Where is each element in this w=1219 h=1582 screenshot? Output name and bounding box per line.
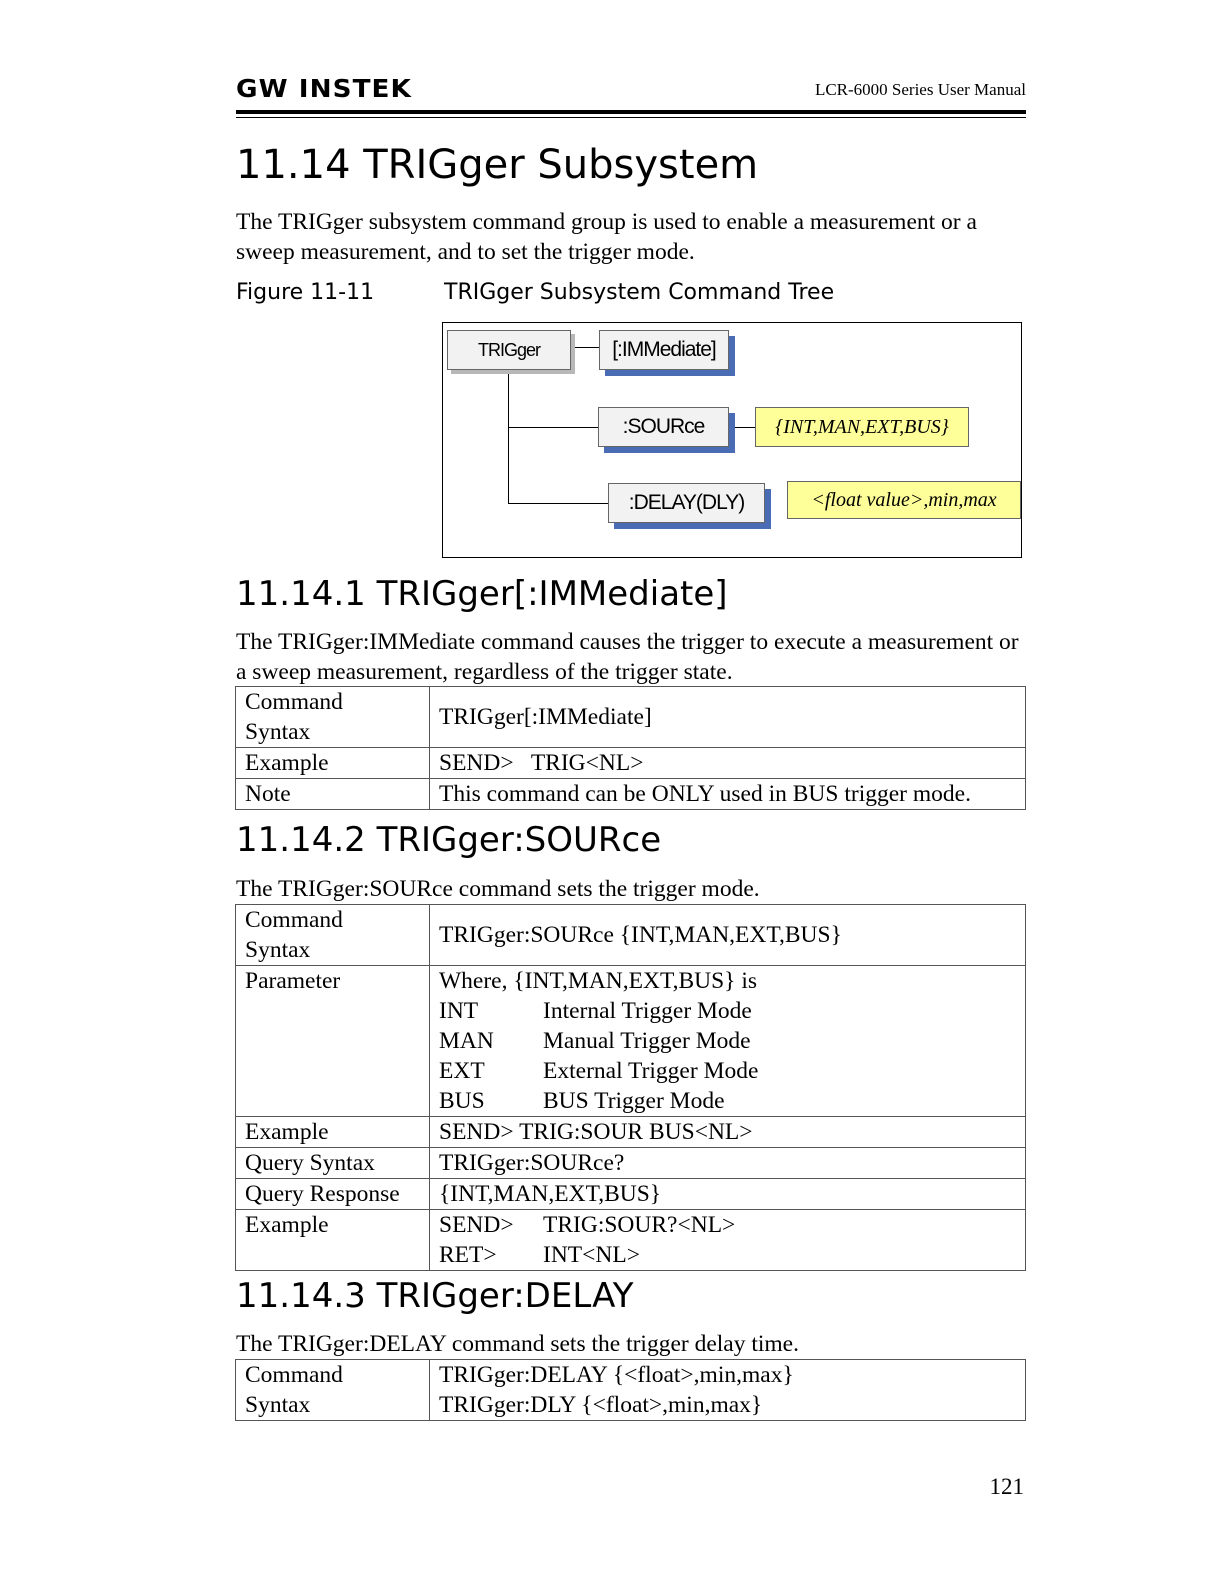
- page-header: [236, 72, 1026, 114]
- syntax-value: TRIGger[:IMMediate]: [430, 687, 1026, 748]
- table-row: [236, 1179, 1026, 1210]
- syntax-value: TRIGger:DELAY {<float>,min,max} TRIGger:DLY {<float>,min,max}: [430, 1360, 1026, 1421]
- connector-root-immediate: [571, 347, 599, 348]
- parameter-value: Where, {INT,MAN,EXT,BUS} is INT Internal Trigger Mode MAN Manual Trigger Mode EXT External Trigger Mode BUS BUS Trigger Mode: [430, 966, 1026, 1117]
- section-title: 11.14 TRIGger Subsystem: [236, 142, 759, 188]
- query-syntax-value: TRIGger:SOURce?: [430, 1148, 1026, 1179]
- immediate-command-table: [235, 686, 1026, 810]
- connector-source-param: [729, 427, 755, 428]
- table-row: [236, 966, 1026, 1117]
- section-intro: The TRIGger subsystem command group is used to enable a measurement or a sweep measurement, and to set the trigger mode.: [236, 209, 977, 265]
- connector-source: [508, 427, 598, 428]
- example-value: SEND> TRIG<NL>: [430, 748, 1026, 779]
- tree-param-delay: <float value>,min,max: [787, 481, 1021, 519]
- tree-node-delay: :DELAY(DLY): [608, 483, 765, 523]
- table-row: [236, 905, 1026, 966]
- note-value: This command can be ONLY used in BUS trigger mode.: [430, 779, 1026, 810]
- example-label: Example: [236, 1210, 430, 1271]
- table-row: [236, 779, 1026, 810]
- connector-trunk: [508, 371, 509, 503]
- example-value: SEND> TRIG:SOUR BUS<NL>: [430, 1117, 1026, 1148]
- subsection-title-delay: 11.14.3 TRIGger:DELAY: [236, 1276, 634, 1316]
- query-response-label: Query Response: [236, 1179, 430, 1210]
- connector-delay: [508, 503, 608, 504]
- example-value: SEND> TRIG:SOUR?<NL> RET> INT<NL>: [430, 1210, 1026, 1271]
- figure-title: TRIGger Subsystem Command Tree: [444, 280, 835, 305]
- query-response-value: {INT,MAN,EXT,BUS}: [430, 1179, 1026, 1210]
- table-row: [236, 687, 1026, 748]
- page-number: 121: [989, 1474, 1024, 1499]
- example-label: Example: [236, 748, 430, 779]
- brand-logo: GW INSTEK: [236, 74, 412, 103]
- source-description: The TRIGger:SOURce command sets the trigger mode.: [236, 876, 760, 902]
- table-row: [236, 1360, 1026, 1421]
- tree-node-immediate: [:IMMediate]: [599, 330, 729, 370]
- delay-description: The TRIGger:DELAY command sets the trigger delay time.: [236, 1331, 799, 1357]
- manual-title: LCR-6000 Series User Manual: [814, 80, 1026, 99]
- parameter-label: Parameter: [236, 966, 430, 1117]
- syntax-label: Command Syntax: [236, 905, 430, 966]
- delay-command-table: [235, 1359, 1026, 1421]
- subsection-title-source: 11.14.2 TRIGger:SOURce: [236, 820, 662, 860]
- source-command-table: [235, 904, 1026, 1271]
- table-row: [236, 1148, 1026, 1179]
- tree-node-source: :SOURce: [598, 407, 729, 447]
- example-label: Example: [236, 1117, 430, 1148]
- immediate-description: The TRIGger:IMMediate command causes the trigger to execute a measurement or a sweep measurement, regardless of the trigger state.: [236, 629, 1019, 685]
- note-label: Note: [236, 779, 430, 810]
- syntax-label: Command Syntax: [236, 1360, 430, 1421]
- tree-node-trigger: TRIGger: [447, 330, 571, 370]
- query-syntax-label: Query Syntax: [236, 1148, 430, 1179]
- syntax-value: TRIGger:SOURce {INT,MAN,EXT,BUS}: [430, 905, 1026, 966]
- figure-label: Figure 11-11: [236, 280, 375, 305]
- tree-param-source: {INT,MAN,EXT,BUS}: [755, 407, 969, 447]
- table-row: [236, 748, 1026, 779]
- table-row: [236, 1210, 1026, 1271]
- subsection-title-immediate: 11.14.1 TRIGger[:IMMediate]: [236, 574, 728, 614]
- command-tree-diagram: [442, 322, 1022, 558]
- table-row: [236, 1117, 1026, 1148]
- syntax-label: Command Syntax: [236, 687, 430, 748]
